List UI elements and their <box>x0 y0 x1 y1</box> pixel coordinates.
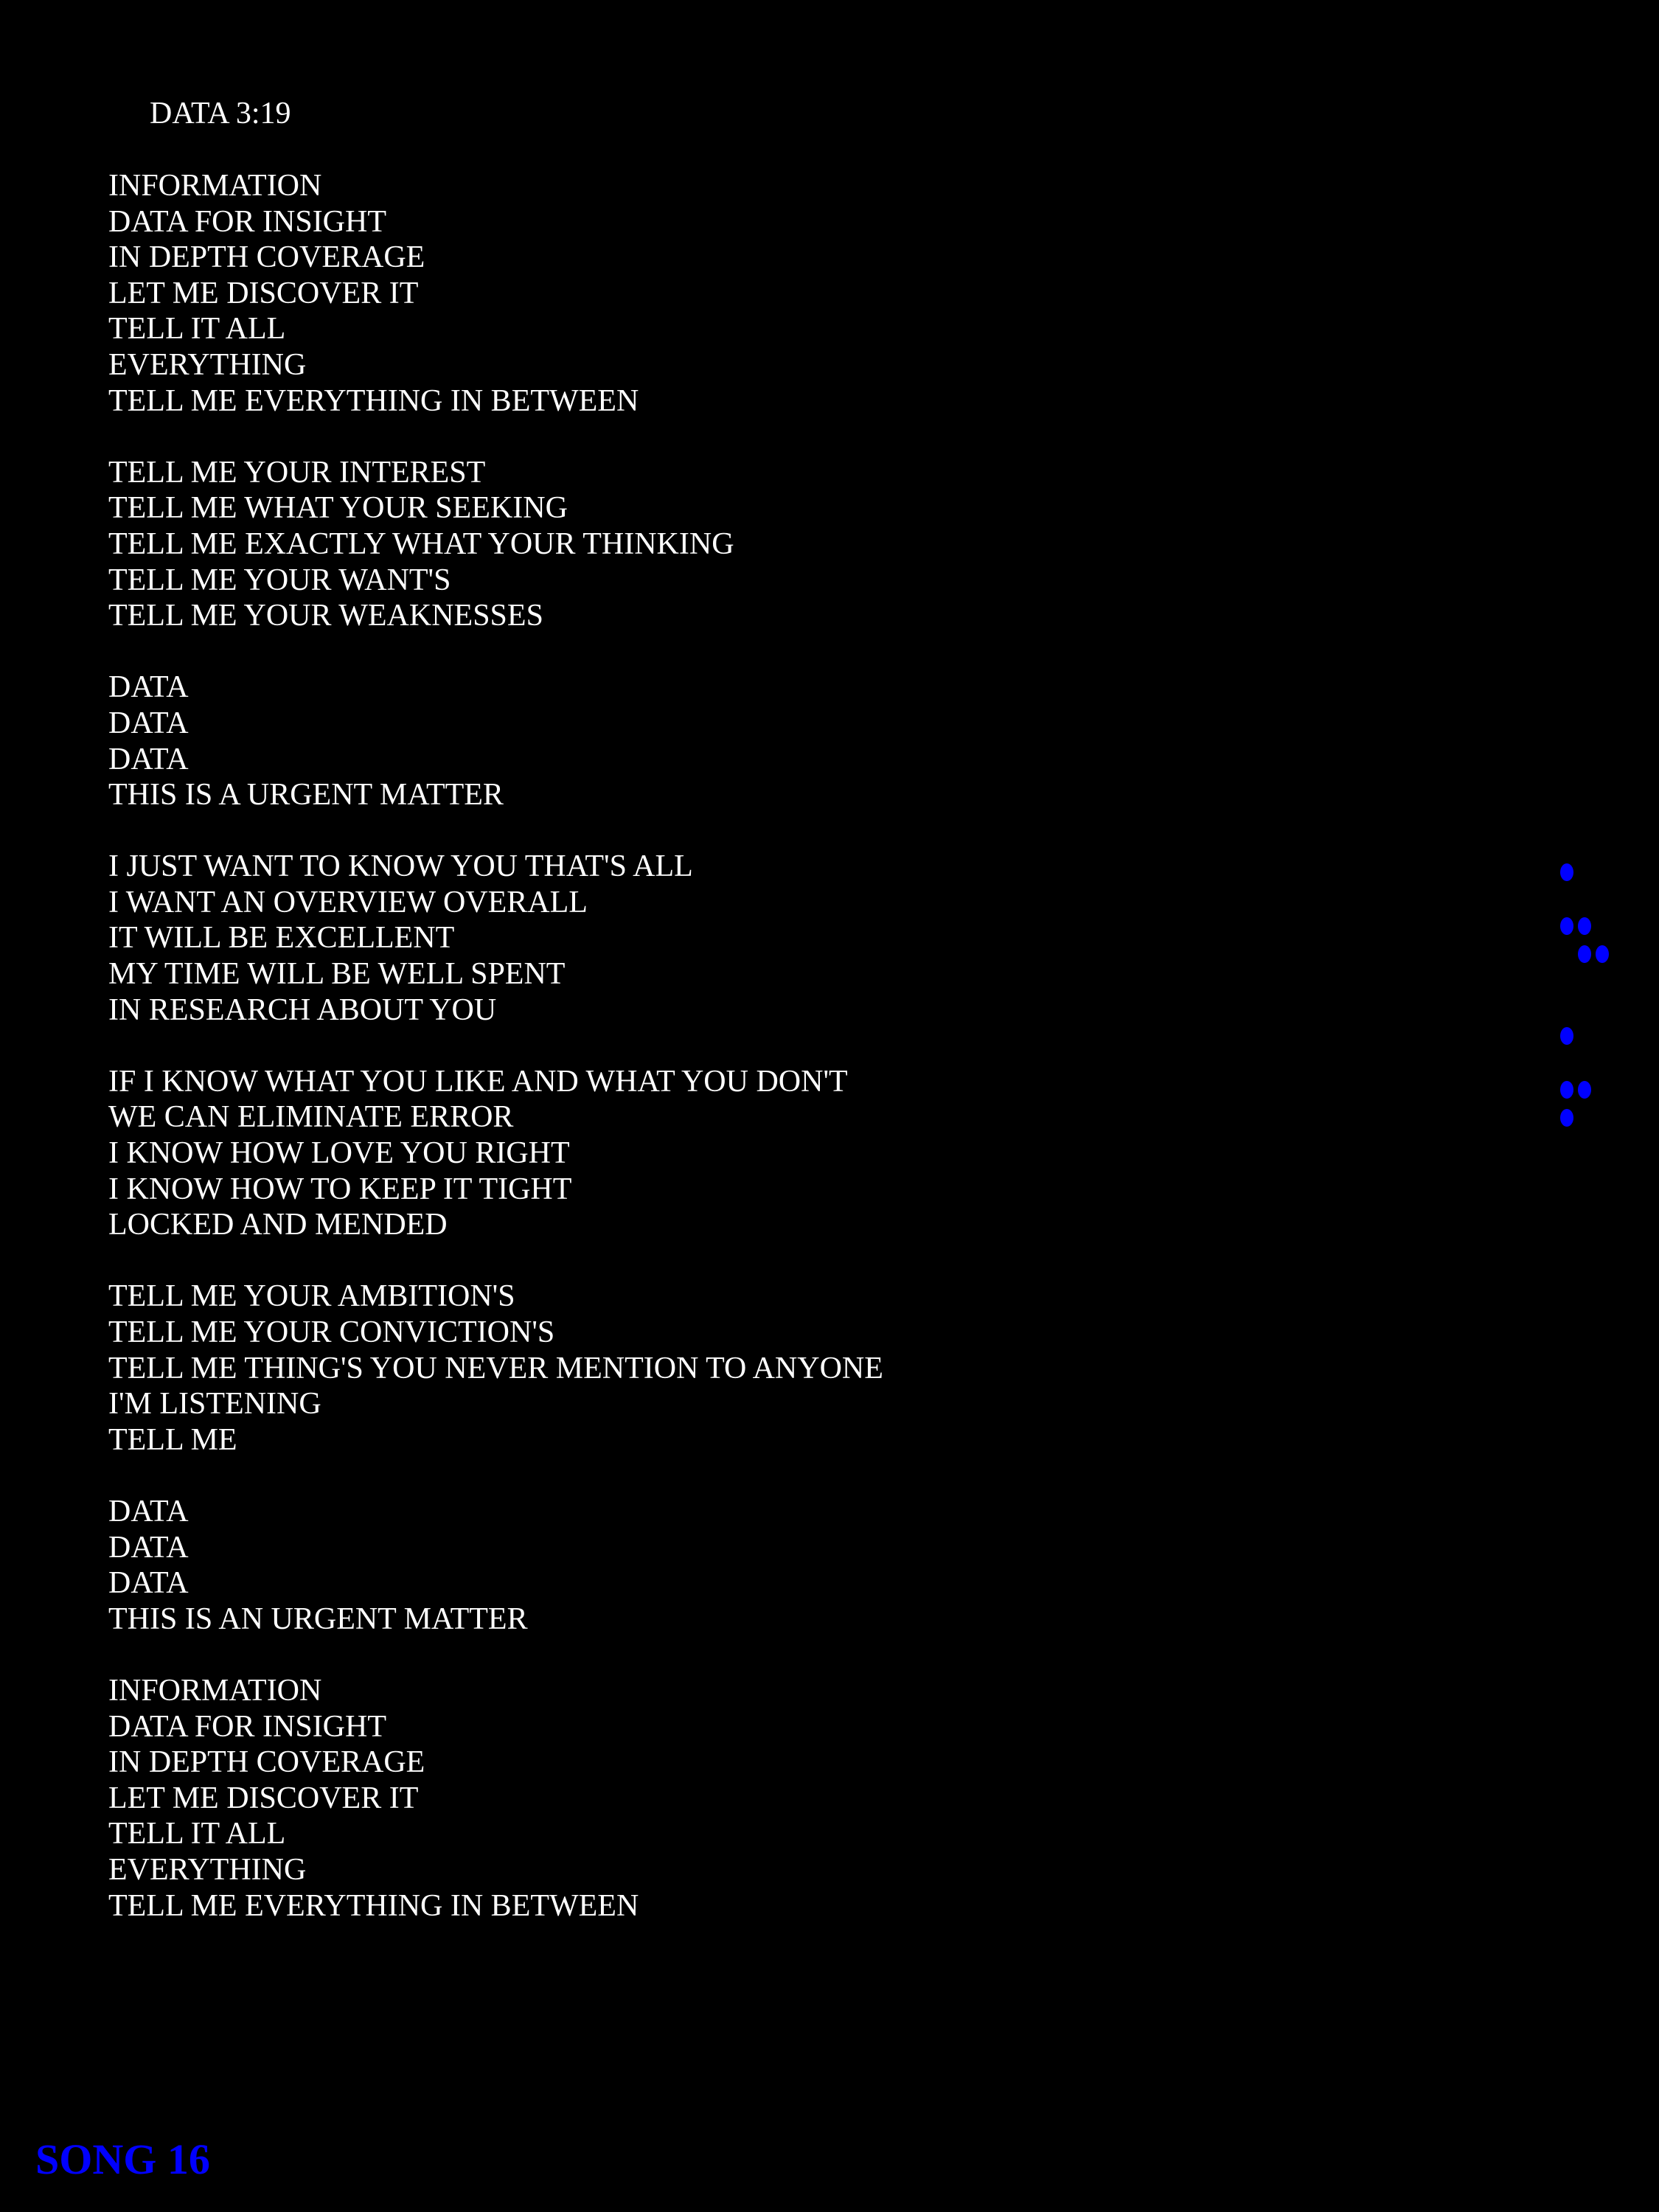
blue-dot <box>1560 917 1573 935</box>
lyric-line: IN RESEARCH ABOUT YOU <box>108 992 497 1027</box>
stanza <box>108 168 883 419</box>
lyric-line: THIS IS A URGENT MATTER <box>108 778 504 813</box>
lyric-line: DATA <box>108 706 189 740</box>
song-title: DATA 3:19 <box>150 97 291 131</box>
lyric-line: LET ME DISCOVER IT <box>108 1781 419 1815</box>
lyric-line: TELL ME EVERYTHING IN BETWEEN <box>108 1888 639 1923</box>
lyric-line: TELL ME YOUR INTEREST <box>108 455 486 490</box>
lyric-line: DATA <box>108 670 189 705</box>
lyric-line: TELL ME YOUR WANT'S <box>108 563 451 597</box>
lyric-line: MY TIME WILL BE WELL SPENT <box>108 957 566 992</box>
blue-dot <box>1560 1081 1573 1099</box>
blue-dot <box>1596 945 1609 963</box>
lyric-line: IT WILL BE EXCELLENT <box>108 921 455 956</box>
lyric-line: INFORMATION <box>108 169 322 203</box>
stanza <box>108 849 883 1028</box>
lyric-line: I JUST WANT TO KNOW YOU THAT'S ALL <box>108 849 693 884</box>
lyric-line: IN DEPTH COVERAGE <box>108 1745 425 1780</box>
stanza <box>108 1279 883 1458</box>
lyric-line: DATA <box>108 1494 189 1528</box>
lyric-line: LOCKED AND MENDED <box>108 1208 448 1242</box>
stanza <box>108 455 883 634</box>
blue-dot <box>1560 1027 1573 1045</box>
lyric-line: TELL IT ALL <box>108 312 286 347</box>
blue-dot <box>1560 1109 1573 1127</box>
lyric-line: DATA FOR INSIGHT <box>108 1709 386 1744</box>
lyric-line: TELL ME THING'S YOU NEVER MENTION TO ANYONE <box>108 1351 883 1385</box>
song-number: SONG 16 <box>35 2135 210 2183</box>
stanza <box>108 1064 883 1243</box>
lyric-line: IF I KNOW WHAT YOU LIKE AND WHAT YOU DON'T <box>108 1064 848 1099</box>
lyric-line: TELL ME WHAT YOUR SEEKING <box>108 491 568 526</box>
lyric-line: I WANT AN OVERVIEW OVERALL <box>108 885 588 919</box>
lyric-line: TELL ME YOUR CONVICTION'S <box>108 1315 555 1349</box>
lyric-line: INFORMATION <box>108 1673 322 1708</box>
blue-dot <box>1560 863 1573 881</box>
lyric-line: I KNOW HOW TO KEEP IT TIGHT <box>108 1172 572 1206</box>
lyric-line: WE CAN ELIMINATE ERROR <box>108 1100 514 1135</box>
lyric-line: DATA <box>108 1566 189 1601</box>
lyric-line: I KNOW HOW LOVE YOU RIGHT <box>108 1136 570 1171</box>
blue-dot <box>1578 917 1591 935</box>
lyric-line: DATA FOR INSIGHT <box>108 204 386 239</box>
lyric-line: THIS IS AN URGENT MATTER <box>108 1601 528 1636</box>
blue-dot <box>1578 945 1591 963</box>
lyric-line: IN DEPTH COVERAGE <box>108 240 425 275</box>
blue-dot <box>1578 1081 1591 1099</box>
lyrics-body <box>108 168 883 1960</box>
stanza <box>108 1494 883 1637</box>
lyric-line: EVERYTHING <box>108 347 307 382</box>
lyric-line: TELL ME EXACTLY WHAT YOUR THINKING <box>108 526 734 561</box>
stanza <box>108 1673 883 1924</box>
lyric-line: EVERYTHING <box>108 1852 307 1887</box>
lyric-line: TELL IT ALL <box>108 1817 286 1851</box>
lyric-line: TELL ME <box>108 1422 237 1457</box>
stanza <box>108 669 883 813</box>
lyric-line: TELL ME EVERYTHING IN BETWEEN <box>108 383 639 418</box>
lyric-line: LET ME DISCOVER IT <box>108 276 419 310</box>
lyric-line: DATA <box>108 742 189 776</box>
lyric-line: I'M LISTENING <box>108 1387 321 1422</box>
lyric-line: TELL ME YOUR WEAKNESSES <box>108 599 543 633</box>
lyric-line: TELL ME YOUR AMBITION'S <box>108 1279 515 1314</box>
lyric-line: DATA <box>108 1530 189 1565</box>
